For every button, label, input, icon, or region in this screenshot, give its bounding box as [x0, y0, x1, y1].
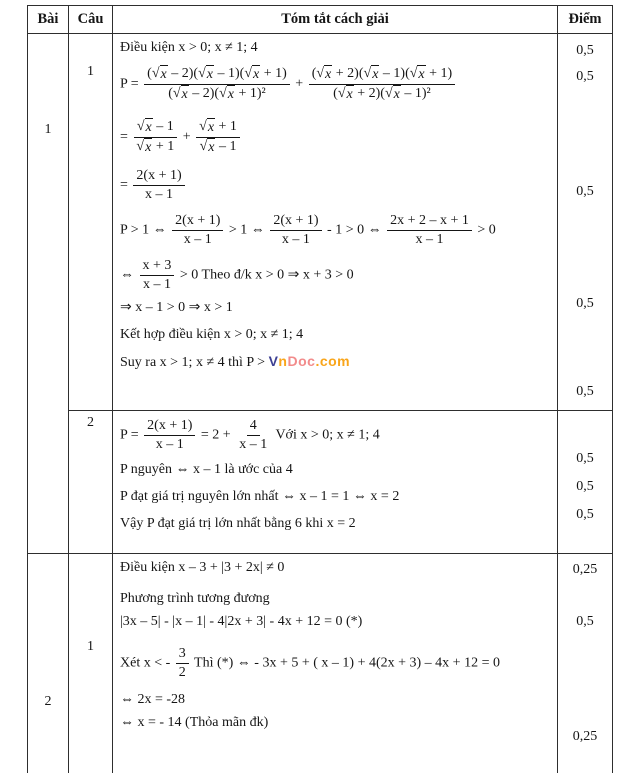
fraction-numerator	[134, 118, 177, 138]
table-row	[28, 411, 613, 554]
fraction-denominator	[165, 85, 269, 104]
math-line	[120, 212, 553, 249]
fraction-numerator: 3	[176, 645, 189, 664]
math-text: + 1)²	[235, 86, 266, 101]
sqrt-x	[152, 65, 168, 84]
sqrt-overbar: x	[208, 140, 215, 155]
radical-glyph: √	[316, 66, 325, 81]
solution-cell	[113, 34, 558, 411]
solution-cell	[113, 554, 558, 773]
sqrt-x	[136, 138, 152, 157]
math-text: (	[311, 66, 317, 81]
sqrt-x	[364, 65, 380, 84]
score-value: 0,5	[576, 507, 594, 522]
sqrt-overbar: x	[393, 87, 400, 102]
math-segment: Vậy P đạt giá trị lớn nhất bằng 6 khi x = 2	[120, 516, 356, 531]
col-header-cau: Câu	[69, 6, 113, 34]
math-segment: > 1 ⇔	[225, 222, 269, 238]
math-text: – 1)²	[400, 86, 431, 101]
header-row	[28, 6, 613, 34]
math-line	[120, 298, 553, 317]
solution-table	[27, 5, 613, 773]
math-segment: Điều kiện x – 3 + |3 + 2x| ≠ 0	[120, 560, 285, 575]
math-text: (	[147, 66, 152, 81]
math-line	[120, 167, 553, 204]
table-header	[28, 6, 613, 34]
radical-glyph: √	[136, 119, 145, 134]
table-row	[28, 554, 613, 773]
fraction-numerator	[196, 118, 240, 138]
math-line	[120, 417, 553, 454]
fraction	[236, 417, 270, 454]
watermark	[269, 353, 351, 369]
sqrt-overbar: x	[325, 67, 332, 82]
score-value: 0,25	[572, 729, 598, 744]
fraction-numerator: 2(x + 1)	[144, 417, 195, 436]
score-cell	[558, 554, 613, 773]
score-cell	[558, 411, 613, 554]
sqrt-x	[219, 85, 235, 104]
score-value: 0,25	[572, 562, 598, 577]
radical-glyph: √	[199, 139, 208, 154]
fraction	[270, 212, 321, 249]
math-text: – 1	[215, 139, 237, 154]
math-segment: +	[179, 129, 195, 145]
fraction-numerator: 2x + 2 – x + 1	[387, 212, 472, 231]
math-segment: +	[291, 76, 307, 92]
math-text: + 1)	[425, 66, 453, 81]
fraction-numerator: 2(x + 1)	[133, 167, 184, 186]
radical-glyph: √	[198, 66, 206, 81]
fraction	[133, 118, 177, 157]
cau-cell	[69, 34, 113, 411]
sqrt-x	[137, 118, 153, 137]
fraction-numerator: 2(x + 1)	[270, 212, 321, 231]
math-segment: P =	[120, 427, 143, 443]
fraction	[176, 645, 189, 682]
math-line	[120, 690, 553, 709]
sqrt-x	[410, 65, 426, 84]
math-segment: Xét x < -	[120, 655, 174, 671]
math-line	[120, 612, 553, 631]
sqrt-x	[244, 65, 260, 84]
cau-number: 1	[87, 64, 94, 79]
bai-number: 2	[44, 694, 52, 709]
math-segment: Kết hợp điều kiện x > 0; x ≠ 1; 4	[120, 327, 304, 342]
sqrt-overbar: x	[160, 67, 167, 82]
radical-glyph: √	[219, 86, 227, 101]
table-row	[28, 34, 613, 411]
math-line	[120, 65, 553, 104]
math-line	[120, 352, 553, 372]
math-segment: Suy ra x > 1; x ≠ 4 thì P >	[120, 355, 269, 370]
math-text: – 2)(	[167, 66, 199, 81]
fraction-numerator	[144, 65, 290, 85]
fraction	[140, 257, 175, 294]
math-line	[120, 487, 553, 506]
sqrt-x	[385, 85, 401, 104]
fraction-denominator: x – 1	[281, 232, 310, 247]
radical-glyph: √	[363, 66, 372, 81]
math-segment: P đạt giá trị nguyên lớn nhất ⇔ x – 1 = 1 ⇔ x = 2	[120, 489, 400, 504]
score-value: 0,5	[576, 384, 594, 399]
fraction-denominator	[197, 138, 240, 157]
score-value: 0,5	[576, 43, 594, 58]
math-segment: Điều kiện x > 0; x ≠ 1; 4	[120, 40, 258, 55]
watermark-part: V	[268, 353, 279, 369]
sqrt-overbar: x	[206, 67, 213, 82]
bai-cell	[28, 34, 69, 554]
watermark-part: n	[278, 353, 288, 369]
math-line	[120, 325, 553, 344]
sqrt-x	[173, 85, 189, 104]
sqrt-overbar: x	[145, 140, 152, 155]
radical-glyph: √	[136, 139, 145, 154]
watermark-part: Doc	[287, 353, 316, 369]
fraction-numerator: 2(x + 1)	[172, 212, 223, 231]
fraction	[133, 167, 184, 204]
math-segment: Phương trình tương đương	[120, 591, 270, 606]
fraction-denominator: x – 1	[145, 187, 174, 202]
score-value: 0,5	[576, 296, 594, 311]
math-segment: ⇒ x – 1 > 0 ⇒ x > 1	[120, 300, 233, 315]
sqrt-overbar: x	[253, 67, 260, 82]
math-segment: ⇔ 2x = -28	[120, 692, 186, 707]
sqrt-overbar: x	[418, 67, 425, 82]
math-line	[120, 38, 553, 57]
sqrt-overbar: x	[181, 87, 188, 102]
fraction	[144, 65, 290, 104]
score-cell	[558, 34, 613, 411]
math-text: + 1	[215, 119, 237, 134]
sqrt-x	[198, 65, 214, 84]
math-text: + 1)	[260, 66, 287, 81]
math-segment: =	[120, 129, 132, 145]
fraction-denominator: x – 1	[239, 437, 268, 452]
math-line	[120, 257, 553, 294]
math-text: – 2)(	[188, 86, 220, 101]
math-text: + 1	[152, 139, 175, 154]
math-text: – 1)(	[379, 66, 410, 81]
math-line	[120, 514, 553, 533]
math-text: – 1	[152, 119, 174, 134]
sqrt-overbar: x	[346, 87, 353, 102]
radical-glyph: √	[244, 66, 252, 81]
table-body	[28, 34, 613, 773]
sqrt-x	[199, 118, 215, 137]
sqrt-overbar: x	[227, 87, 234, 102]
fraction	[172, 212, 223, 249]
math-text: (	[168, 86, 173, 101]
col-header-summary: Tóm tắt cách giải	[113, 6, 558, 34]
col-header-score: Điểm	[558, 6, 613, 34]
math-line	[120, 645, 553, 682]
math-segment: P > 1 ⇔	[120, 222, 171, 238]
sqrt-x	[200, 138, 216, 157]
bai-cell	[28, 554, 69, 773]
sqrt-x	[316, 65, 332, 84]
math-segment: =	[120, 177, 132, 193]
fraction-denominator	[330, 85, 434, 104]
math-text: + 2)(	[332, 66, 364, 81]
math-segment: ⇔	[120, 267, 138, 283]
fraction-denominator	[133, 138, 177, 157]
math-line	[120, 713, 553, 732]
fraction-denominator: x – 1	[183, 232, 212, 247]
fraction	[144, 417, 195, 454]
fraction-numerator	[309, 65, 456, 85]
radical-glyph: √	[384, 86, 393, 101]
math-line	[120, 589, 553, 608]
math-segment: > 0 Theo đ/k x > 0 ⇒ x + 3 > 0	[176, 267, 354, 283]
sqrt-x	[338, 85, 354, 104]
math-segment: = 2 +	[197, 427, 235, 443]
math-line	[120, 558, 553, 577]
fraction-denominator: x – 1	[142, 277, 171, 292]
math-text: (	[333, 86, 338, 101]
score-value: 0,5	[576, 479, 594, 494]
math-segment: Thì (*) ⇔ - 3x + 5 + ( x – 1) + 4(2x + 3) – 4x + 12 = 0	[190, 655, 500, 671]
math-line	[120, 460, 553, 479]
cau-cell	[69, 411, 113, 554]
math-segment: |3x – 5| - |x – 1| - 4|2x + 3| - 4x + 12 = 0 (*)	[120, 614, 363, 629]
radical-glyph: √	[337, 86, 346, 101]
watermark-part: .com	[315, 353, 351, 369]
score-value: 0,5	[576, 614, 594, 629]
cau-number: 1	[87, 639, 94, 654]
cau-cell	[69, 554, 113, 773]
math-segment: ⇔ x = - 14 (Thỏa mãn đk)	[120, 715, 269, 730]
fraction-denominator: 2	[178, 665, 186, 680]
fraction-numerator: x + 3	[140, 257, 175, 276]
score-value: 0,5	[576, 184, 594, 199]
math-segment: Với x > 0; x ≠ 1; 4	[272, 427, 380, 443]
radical-glyph: √	[151, 66, 160, 81]
math-segment: P =	[120, 76, 143, 92]
fraction-numerator: 4	[247, 417, 260, 436]
col-header-bai: Bài	[28, 6, 69, 34]
radical-glyph: √	[409, 66, 418, 81]
fraction	[387, 212, 472, 249]
fraction	[309, 65, 456, 104]
math-line	[120, 118, 553, 157]
math-segment: > 0	[473, 222, 496, 238]
sqrt-overbar: x	[207, 120, 215, 135]
fraction-denominator: x – 1	[155, 437, 184, 452]
radical-glyph: √	[172, 86, 181, 101]
radical-glyph: √	[199, 119, 207, 134]
math-segment: - 1 > 0 ⇔	[323, 222, 386, 238]
fraction	[196, 118, 240, 157]
cau-number: 2	[87, 415, 94, 430]
bai-number: 1	[44, 122, 52, 137]
score-value: 0,5	[576, 451, 594, 466]
sqrt-overbar: x	[372, 67, 379, 82]
solution-cell	[113, 411, 558, 554]
math-text: – 1)(	[213, 66, 245, 81]
sqrt-overbar: x	[145, 120, 152, 135]
math-text: + 2)(	[353, 86, 385, 101]
score-value: 0,5	[576, 69, 594, 84]
math-segment: P nguyên ⇔ x – 1 là ước của 4	[120, 462, 293, 477]
fraction-denominator: x – 1	[415, 232, 444, 247]
